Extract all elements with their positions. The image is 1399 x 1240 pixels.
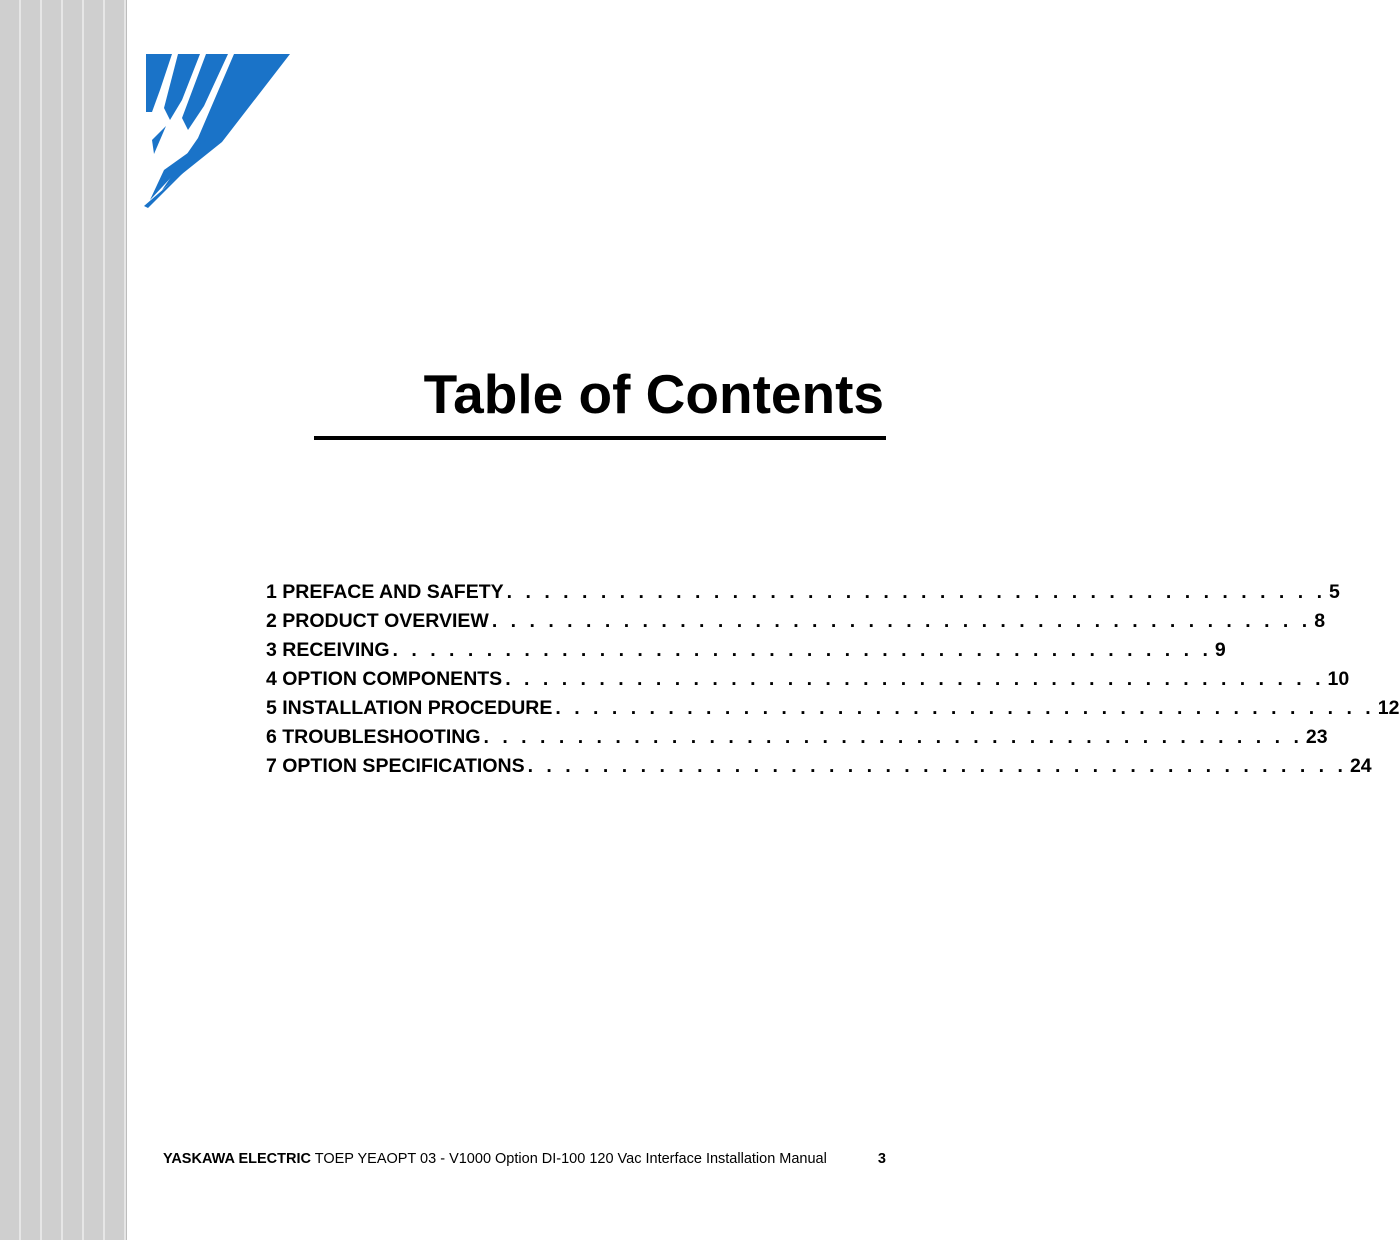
toc-entry-label: 2 PRODUCT OVERVIEW bbox=[266, 610, 489, 632]
footer-document-title: TOEP YEAOPT 03 - V1000 Option DI-100 120 Vac Interface Installation Manual bbox=[310, 1151, 827, 1167]
toc-entry[interactable] bbox=[266, 668, 1350, 697]
toc-leader-dots: . . . . . . . . . . . . . . . . . . . . . . . . . . . . . . . . . . . . . . . . . . . . bbox=[505, 668, 1325, 690]
toc-entry-page: 5 bbox=[1329, 581, 1340, 603]
side-stripe-band bbox=[0, 0, 127, 1240]
toc-leader-dots: . . . . . . . . . . . . . . . . . . . . . . . . . . . . . . . . . . . . . . . . . . . . bbox=[392, 639, 1212, 661]
toc-entry-page: 9 bbox=[1214, 639, 1226, 661]
toc-entry[interactable] bbox=[266, 726, 1328, 755]
toc-entry-page: 8 bbox=[1314, 610, 1326, 632]
toc-leader-dots: . . . . . . . . . . . . . . . . . . . . . . . . . . . . . . . . . . . . . . . . . . . . bbox=[506, 581, 1326, 603]
page-title: Table of Contents bbox=[423, 363, 884, 425]
toc-entry[interactable] bbox=[266, 639, 1226, 668]
toc-entry-label: 7 OPTION SPECIFICATIONS bbox=[266, 755, 525, 777]
toc-leader-dots: . . . . . . . . . . . . . . . . . . . . . . . . . . . . . . . . . . . . . . . . . . . . bbox=[555, 697, 1375, 719]
footer-document-line bbox=[163, 1151, 827, 1167]
footer-page-number: 3 bbox=[877, 1151, 886, 1167]
toc-entry[interactable] bbox=[266, 697, 1399, 726]
title-underline bbox=[314, 436, 886, 440]
toc-entry[interactable] bbox=[266, 581, 1340, 610]
footer-brand: YASKAWA ELECTRIC bbox=[163, 1151, 311, 1167]
toc-entry-label: 6 TROUBLESHOOTING bbox=[266, 726, 481, 748]
toc-leader-dots: . . . . . . . . . . . . . . . . . . . . . . . . . . . . . . . . . . . . . . . . . . . . bbox=[483, 726, 1303, 748]
toc-entry-label: 3 RECEIVING bbox=[266, 639, 390, 661]
toc-entry-label: 4 OPTION COMPONENTS bbox=[266, 668, 503, 690]
toc-entry-label: 1 PREFACE AND SAFETY bbox=[266, 581, 504, 603]
page-footer bbox=[163, 1151, 886, 1167]
yaskawa-logo-icon bbox=[142, 50, 292, 208]
toc-entry-page: 10 bbox=[1327, 668, 1350, 690]
toc-leader-dots: . . . . . . . . . . . . . . . . . . . . . . . . . . . . . . . . . . . . . . . . . . . . bbox=[527, 755, 1347, 777]
toc-entry[interactable] bbox=[266, 755, 1372, 784]
toc-entry[interactable] bbox=[266, 610, 1326, 639]
toc-entry-page: 12 bbox=[1377, 697, 1399, 719]
toc-leader-dots: . . . . . . . . . . . . . . . . . . . . . . . . . . . . . . . . . . . . . . . . . . . . bbox=[491, 610, 1312, 632]
table-of-contents bbox=[266, 581, 1399, 784]
toc-entry-label: 5 INSTALLATION PROCEDURE bbox=[266, 697, 553, 719]
toc-entry-page: 23 bbox=[1305, 726, 1328, 748]
toc-entry-page: 24 bbox=[1349, 755, 1372, 777]
